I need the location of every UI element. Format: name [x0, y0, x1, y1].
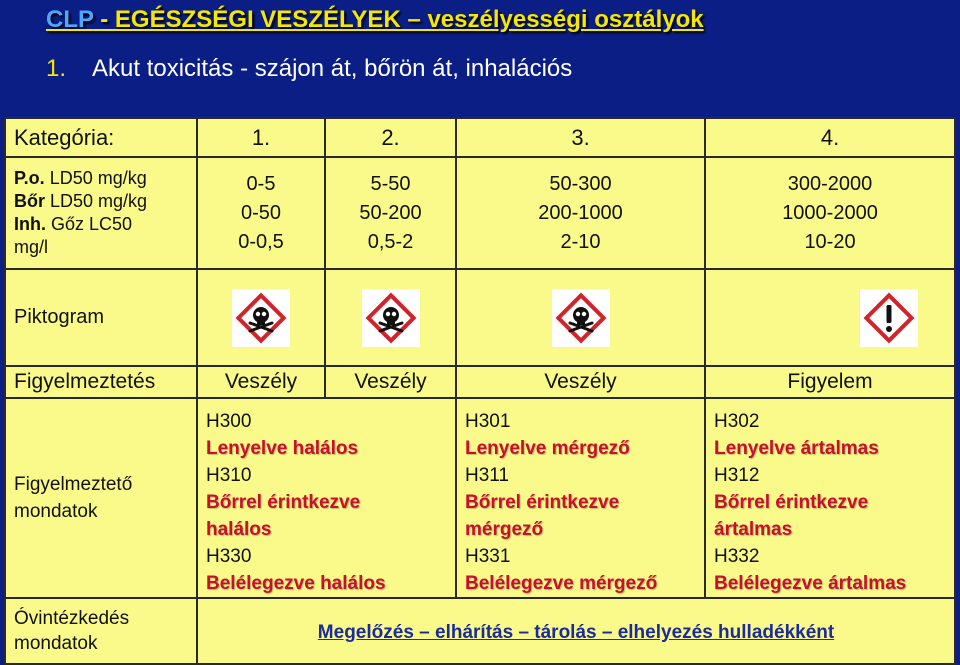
dose-cat2: 5-50 50-200 0,5-2 — [325, 157, 456, 269]
pictogram-cell-2 — [325, 269, 456, 366]
classification-table — [4, 117, 956, 665]
slide-title — [46, 6, 704, 34]
signal-cat2: Veszély — [325, 366, 456, 398]
dose-row — [5, 157, 955, 269]
skull-crossbones-icon — [362, 289, 420, 347]
hazard-cat3: H301 Lenyelve mérgező H311 Bőrrel érintkezve mérgező H331 Belélegezve mérgező — [456, 398, 705, 598]
signal-word-row — [5, 366, 955, 398]
dose-cat4: 300-2000 1000-2000 10-20 — [705, 157, 955, 269]
slide-subtitle — [46, 55, 572, 83]
pictogram-cell-4 — [705, 269, 955, 366]
precaution-text: Megelőzés – elhárítás – tárolás – elhelyezés hulladékként — [197, 598, 955, 664]
title-text: - EGÉSZSÉGI VESZÉLYEK – veszélyességi osztályok — [93, 6, 704, 33]
precaution-row — [5, 598, 955, 664]
exclamation-mark-icon — [860, 289, 918, 347]
category-4: 4. — [705, 118, 955, 157]
category-1: 1. — [197, 118, 325, 157]
dose-label: P.o. LD50 mg/kg Bőr LD50 mg/kg Inh. Gőz LC50 mg/l — [5, 157, 197, 269]
signal-cat1: Veszély — [197, 366, 325, 398]
pictogram-cell-1 — [197, 269, 325, 366]
subtitle-number: 1. — [46, 55, 67, 82]
skull-crossbones-icon — [552, 289, 610, 347]
signal-cat4: Figyelem — [705, 366, 955, 398]
hazard-label: Figyelmeztető mondatok — [5, 398, 197, 598]
hazard-cat4: H302 Lenyelve ártalmas H312 Bőrrel érintkezve ártalmas H332 Belélegezve ártalmas — [705, 398, 955, 598]
category-2: 2. — [325, 118, 456, 157]
clp-label: CLP — [46, 6, 94, 33]
pictogram-row — [5, 269, 955, 366]
kategoria-label: Kategória: — [5, 118, 197, 157]
category-3: 3. — [456, 118, 705, 157]
subtitle-text: Akut toxicitás - szájon át, bőrön át, inhalációs — [92, 55, 573, 82]
dose-cat1: 0-5 0-50 0-0,5 — [197, 157, 325, 269]
pictogram-cell-3 — [456, 269, 705, 366]
signal-cat3: Veszély — [456, 366, 705, 398]
piktogram-label: Piktogram — [5, 269, 197, 366]
skull-crossbones-icon — [232, 289, 290, 347]
category-header-row — [5, 118, 955, 157]
hazard-statement-row — [5, 398, 955, 598]
precaution-label: Óvintézkedés mondatok — [5, 598, 197, 664]
signal-label: Figyelmeztetés — [5, 366, 197, 398]
dose-cat3: 50-300 200-1000 2-10 — [456, 157, 705, 269]
hazard-cat12: H300 Lenyelve halálos H310 Bőrrel érintkezve halálos H330 Belélegezve halálos — [197, 398, 456, 598]
